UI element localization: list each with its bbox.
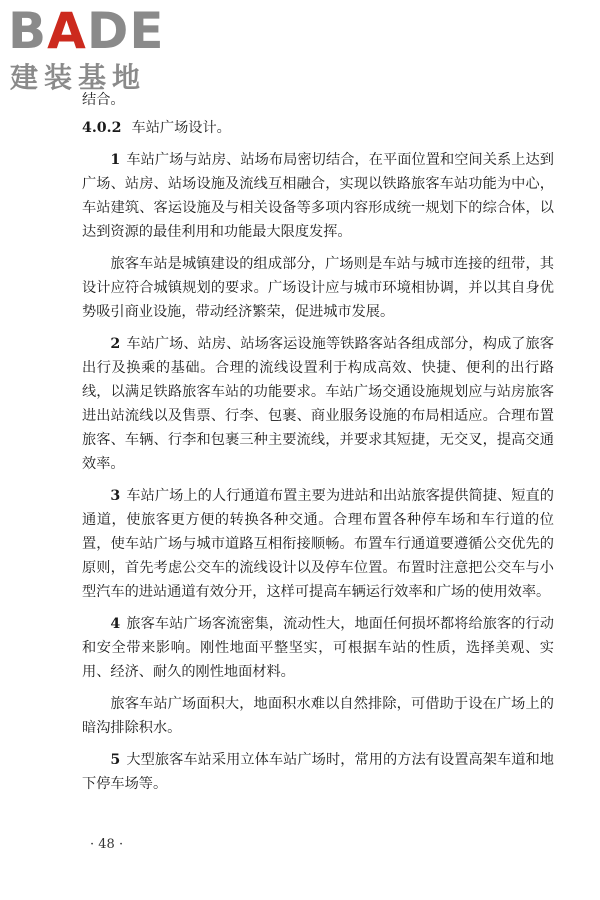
- paragraph-item-4-note: [82, 692, 554, 740]
- paragraph-item-1: [82, 148, 554, 244]
- paragraph-text: 车站广场、站房、站场客运设施等铁路客站各组成部分，构成了旅客出行及换乘的基础。合理的流线设置利于构成高效、快捷、便利的出行路线，以满足铁路旅客车站的功能要求。车站广场交通设施规划应与站房旅客进出站流线以及售票、行李、包裹、商业服务设施的布局相适应。合理布置旅客、车辆、行李和包裹三种主要流线，并要求其短捷，无交叉，提高交通效率。: [82, 336, 554, 472]
- document-body: [82, 88, 554, 796]
- item-number: 5: [110, 752, 121, 768]
- continued-paragraph: 结合。: [82, 92, 125, 108]
- section-title: 车站广场设计。: [131, 120, 231, 136]
- page-number: · 48 ·: [90, 837, 124, 852]
- paragraph-item-1-note: [82, 252, 554, 324]
- paragraph-item-2: [82, 332, 554, 476]
- paragraph-text: 车站广场与站房、站场布局密切结合，在平面位置和空间关系上达到广场、站房、站场设施及流线互相融合，实现以铁路旅客车站功能为中心，车站建筑、客运设施及与相关设备等多项内容形成统一规划下的综合体，以达到资源的最佳利用和功能最大限度发挥。: [82, 152, 554, 240]
- paragraph-item-4: [82, 612, 554, 684]
- item-number: 3: [110, 488, 121, 504]
- paragraph-item-3: [82, 484, 554, 604]
- item-number: 1: [110, 152, 121, 168]
- paragraph-text: 旅客车站是城镇建设的组成部分，广场则是车站与城市连接的纽带，其设计应符合城镇规划的要求。广场设计应与城市环境相协调，并以其自身优势吸引商业设施，带动经济繁荣，促进城市发展。: [82, 256, 554, 320]
- item-number: 4: [110, 616, 121, 632]
- item-number: 2: [110, 336, 121, 352]
- paragraph-text: 旅客车站广场面积大，地面积水难以自然排除，可借助于设在广场上的暗沟排除积水。: [82, 696, 554, 736]
- bade-logo: [8, 4, 178, 96]
- paragraph-item-5: [82, 748, 554, 796]
- logo-subtitle: 建装基地: [10, 61, 147, 94]
- paragraph-text: 车站广场上的人行通道布置主要为进站和出站旅客提供简捷、短直的通道，使旅客更方便的转换各种交通。合理布置各种停车场和车行道的位置，使车站广场与城市道路互相衔接顺畅。布置车行通道要遵循公交优先的原则，首先考虑公交车的流线设计以及停车位置。布置时注意把公交车与小型汽车的进站通道有效分开，这样可提高车辆运行效率和广场的使用效率。: [82, 488, 554, 600]
- paragraph-text: 大型旅客车站采用立体车站广场时，常用的方法有设置高架车道和地下停车场等。: [82, 752, 554, 792]
- paragraph-text: 旅客车站广场客流密集，流动性大，地面任何损坏都将给旅客的行动和安全带来影响。刚性地面平整坚实，可根据车站的性质，选择美观、实用、经济、耐久的刚性地面材料。: [82, 616, 554, 680]
- logo-wordmark: BADE: [8, 2, 165, 60]
- section-number: 4.0.2: [82, 120, 122, 136]
- section-heading: [82, 116, 554, 140]
